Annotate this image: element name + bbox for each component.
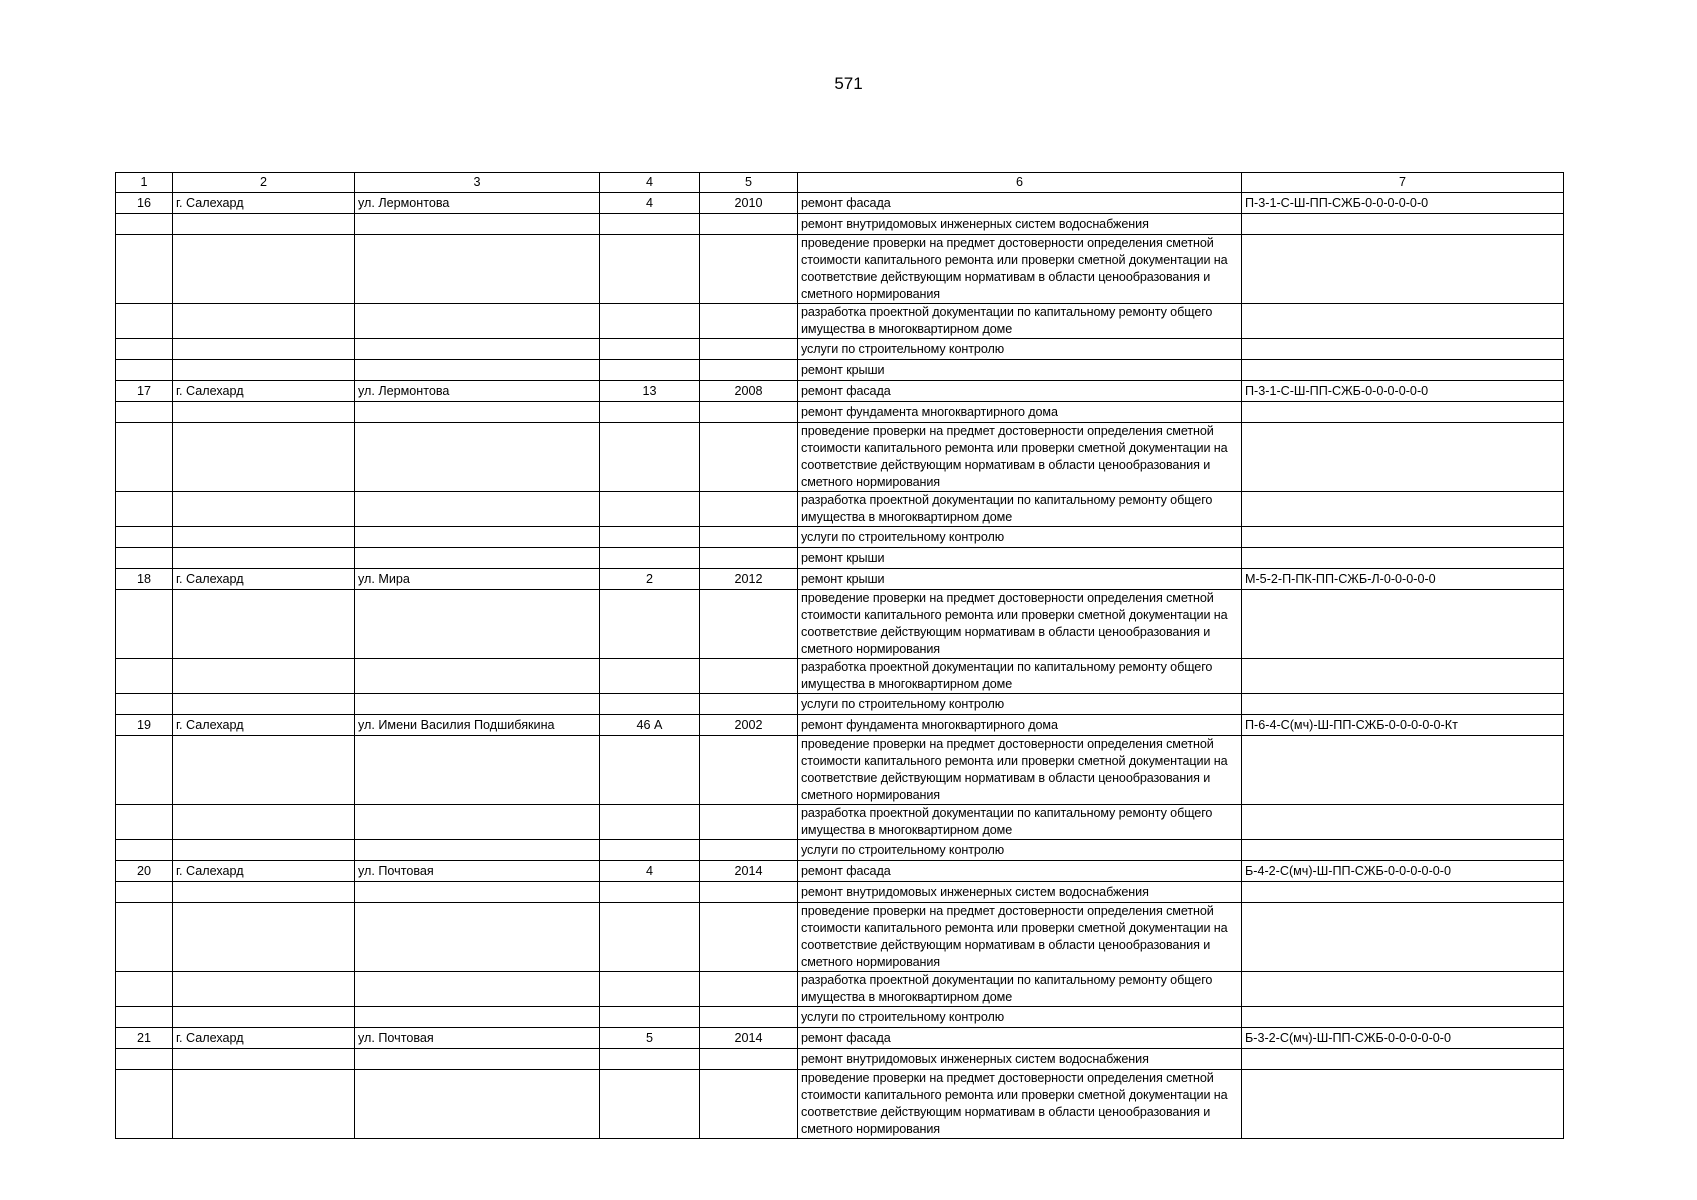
column-header: 7 <box>1242 173 1564 193</box>
table-row <box>116 492 1564 527</box>
table-row <box>116 235 1564 304</box>
column-header: 4 <box>600 173 700 193</box>
page-number: 571 <box>834 74 863 93</box>
work-type-cell: услуги по строительному контролю <box>798 694 1242 715</box>
year-cell <box>700 736 798 805</box>
building-code-cell <box>1242 214 1564 235</box>
year-cell <box>700 882 798 903</box>
building-code-cell: П-6-4-С(мч)-Ш-ПП-СЖБ-0-0-0-0-0-Кт <box>1242 715 1564 736</box>
street-cell <box>355 972 600 1007</box>
table-row <box>116 861 1564 882</box>
city-cell <box>173 527 355 548</box>
work-type-cell: ремонт фасада <box>798 381 1242 402</box>
work-type-cell: ремонт внутридомовых инженерных систем водоснабжения <box>798 882 1242 903</box>
table-row <box>116 339 1564 360</box>
table-row <box>116 1070 1564 1139</box>
table-row <box>116 694 1564 715</box>
building-code-cell <box>1242 1007 1564 1028</box>
city-cell <box>173 694 355 715</box>
work-type-cell: ремонт внутридомовых инженерных систем водоснабжения <box>798 214 1242 235</box>
house-number-cell <box>600 1070 700 1139</box>
building-code-cell <box>1242 972 1564 1007</box>
year-cell <box>700 423 798 492</box>
city-cell <box>173 304 355 339</box>
city-cell <box>173 972 355 1007</box>
table-row <box>116 304 1564 339</box>
city-cell <box>173 805 355 840</box>
street-cell <box>355 736 600 805</box>
building-code-cell: Б-4-2-С(мч)-Ш-ПП-СЖБ-0-0-0-0-0-0 <box>1242 861 1564 882</box>
year-cell: 2008 <box>700 381 798 402</box>
table-row <box>116 527 1564 548</box>
city-cell <box>173 402 355 423</box>
city-cell: г. Салехард <box>173 715 355 736</box>
row-number-cell <box>116 527 173 548</box>
year-cell <box>700 972 798 1007</box>
table-row <box>116 569 1564 590</box>
work-type-cell: разработка проектной документации по капитальному ремонту общего имущества в многоквартирном доме <box>798 659 1242 694</box>
house-number-cell <box>600 694 700 715</box>
city-cell <box>173 492 355 527</box>
city-cell <box>173 339 355 360</box>
column-header: 2 <box>173 173 355 193</box>
work-type-cell: разработка проектной документации по капитальному ремонту общего имущества в многоквартирном доме <box>798 805 1242 840</box>
street-cell <box>355 339 600 360</box>
table-row <box>116 736 1564 805</box>
work-type-cell: ремонт фундамента многоквартирного дома <box>798 402 1242 423</box>
house-number-cell <box>600 659 700 694</box>
table-row <box>116 805 1564 840</box>
building-code-cell <box>1242 903 1564 972</box>
city-cell <box>173 903 355 972</box>
year-cell: 2014 <box>700 1028 798 1049</box>
street-cell <box>355 214 600 235</box>
house-number-cell: 4 <box>600 861 700 882</box>
building-code-cell <box>1242 694 1564 715</box>
house-number-cell <box>600 360 700 381</box>
table-row <box>116 659 1564 694</box>
year-cell <box>700 402 798 423</box>
city-cell <box>173 360 355 381</box>
work-type-cell: ремонт фасада <box>798 193 1242 214</box>
row-number-cell <box>116 736 173 805</box>
house-number-cell: 13 <box>600 381 700 402</box>
building-code-cell <box>1242 360 1564 381</box>
city-cell <box>173 423 355 492</box>
table-row <box>116 840 1564 861</box>
work-type-cell: разработка проектной документации по капитальному ремонту общего имущества в многоквартирном доме <box>798 972 1242 1007</box>
row-number-cell <box>116 339 173 360</box>
street-cell <box>355 304 600 339</box>
building-code-cell <box>1242 339 1564 360</box>
city-cell <box>173 659 355 694</box>
building-code-cell <box>1242 1070 1564 1139</box>
building-code-cell <box>1242 805 1564 840</box>
house-number-cell <box>600 590 700 659</box>
city-cell <box>173 590 355 659</box>
building-code-cell <box>1242 882 1564 903</box>
building-code-cell <box>1242 1049 1564 1070</box>
row-number-cell <box>116 492 173 527</box>
year-cell <box>700 548 798 569</box>
city-cell <box>173 1007 355 1028</box>
street-cell <box>355 360 600 381</box>
city-cell: г. Салехард <box>173 1028 355 1049</box>
work-type-cell: услуги по строительному контролю <box>798 840 1242 861</box>
street-cell <box>355 840 600 861</box>
building-code-cell: Б-3-2-С(мч)-Ш-ПП-СЖБ-0-0-0-0-0-0 <box>1242 1028 1564 1049</box>
year-cell <box>700 805 798 840</box>
city-cell <box>173 214 355 235</box>
building-code-cell <box>1242 402 1564 423</box>
house-number-cell <box>600 548 700 569</box>
work-type-cell: разработка проектной документации по капитальному ремонту общего имущества в многоквартирном доме <box>798 492 1242 527</box>
column-header: 5 <box>700 173 798 193</box>
street-cell: ул. Имени Василия Подшибякина <box>355 715 600 736</box>
row-number-cell <box>116 360 173 381</box>
work-type-cell: ремонт внутридомовых инженерных систем водоснабжения <box>798 1049 1242 1070</box>
year-cell <box>700 1070 798 1139</box>
house-number-cell <box>600 214 700 235</box>
table-row <box>116 214 1564 235</box>
street-cell <box>355 1007 600 1028</box>
table-row <box>116 193 1564 214</box>
row-number-cell <box>116 590 173 659</box>
house-number-cell <box>600 492 700 527</box>
row-number-cell: 17 <box>116 381 173 402</box>
works-table <box>115 172 1564 1139</box>
row-number-cell <box>116 972 173 1007</box>
row-number-cell <box>116 548 173 569</box>
year-cell <box>700 304 798 339</box>
work-type-cell: ремонт фундамента многоквартирного дома <box>798 715 1242 736</box>
house-number-cell: 5 <box>600 1028 700 1049</box>
table-row <box>116 548 1564 569</box>
year-cell <box>700 659 798 694</box>
city-cell <box>173 1049 355 1070</box>
table-row <box>116 423 1564 492</box>
street-cell <box>355 1070 600 1139</box>
street-cell: ул. Почтовая <box>355 861 600 882</box>
work-type-cell: ремонт фасада <box>798 1028 1242 1049</box>
row-number-cell <box>116 659 173 694</box>
house-number-cell <box>600 339 700 360</box>
work-type-cell: ремонт крыши <box>798 569 1242 590</box>
street-cell: ул. Лермонтова <box>355 193 600 214</box>
street-cell <box>355 882 600 903</box>
street-cell <box>355 805 600 840</box>
house-number-cell <box>600 304 700 339</box>
city-cell: г. Салехард <box>173 381 355 402</box>
building-code-cell <box>1242 736 1564 805</box>
house-number-cell: 46 А <box>600 715 700 736</box>
street-cell <box>355 402 600 423</box>
year-cell <box>700 590 798 659</box>
row-number-cell: 19 <box>116 715 173 736</box>
year-cell <box>700 1049 798 1070</box>
street-cell: ул. Мира <box>355 569 600 590</box>
street-cell <box>355 659 600 694</box>
row-number-cell <box>116 402 173 423</box>
street-cell <box>355 423 600 492</box>
year-cell <box>700 492 798 527</box>
year-cell <box>700 360 798 381</box>
building-code-cell <box>1242 527 1564 548</box>
city-cell <box>173 1070 355 1139</box>
year-cell <box>700 1007 798 1028</box>
year-cell <box>700 339 798 360</box>
row-number-cell <box>116 423 173 492</box>
column-header: 3 <box>355 173 600 193</box>
row-number-cell: 21 <box>116 1028 173 1049</box>
building-code-cell: П-3-1-С-Ш-ПП-СЖБ-0-0-0-0-0-0 <box>1242 193 1564 214</box>
table-row <box>116 1028 1564 1049</box>
table-row <box>116 590 1564 659</box>
city-cell <box>173 548 355 569</box>
column-header: 6 <box>798 173 1242 193</box>
row-number-cell <box>116 1070 173 1139</box>
street-cell <box>355 590 600 659</box>
building-code-cell <box>1242 659 1564 694</box>
house-number-cell <box>600 805 700 840</box>
row-number-cell <box>116 235 173 304</box>
city-cell <box>173 840 355 861</box>
house-number-cell <box>600 903 700 972</box>
table-row <box>116 1007 1564 1028</box>
city-cell <box>173 235 355 304</box>
street-cell: ул. Почтовая <box>355 1028 600 1049</box>
house-number-cell: 4 <box>600 193 700 214</box>
building-code-cell <box>1242 492 1564 527</box>
street-cell <box>355 1049 600 1070</box>
street-cell <box>355 903 600 972</box>
house-number-cell <box>600 882 700 903</box>
row-number-cell <box>116 903 173 972</box>
work-type-cell: услуги по строительному контролю <box>798 1007 1242 1028</box>
building-code-cell <box>1242 840 1564 861</box>
work-type-cell: проведение проверки на предмет достоверности определения сметной стоимости капитального ремонта или проверки сметной документации на соответствие действующим нормативам в области ценообразования и сметного нормирования <box>798 235 1242 304</box>
work-type-cell: проведение проверки на предмет достоверности определения сметной стоимости капитального ремонта или проверки сметной документации на соответствие действующим нормативам в области ценообразования и сметного нормирования <box>798 736 1242 805</box>
row-number-cell <box>116 882 173 903</box>
house-number-cell <box>600 972 700 1007</box>
street-cell <box>355 694 600 715</box>
year-cell <box>700 694 798 715</box>
street-cell <box>355 548 600 569</box>
work-type-cell: проведение проверки на предмет достоверности определения сметной стоимости капитального ремонта или проверки сметной документации на соответствие действующим нормативам в области ценообразования и сметного нормирования <box>798 903 1242 972</box>
table-row <box>116 1049 1564 1070</box>
row-number-cell <box>116 840 173 861</box>
row-number-cell <box>116 1007 173 1028</box>
year-cell: 2012 <box>700 569 798 590</box>
year-cell: 2010 <box>700 193 798 214</box>
year-cell <box>700 527 798 548</box>
house-number-cell <box>600 423 700 492</box>
row-number-cell <box>116 304 173 339</box>
work-type-cell: проведение проверки на предмет достоверности определения сметной стоимости капитального ремонта или проверки сметной документации на соответствие действующим нормативам в области ценообразования и сметного нормирования <box>798 423 1242 492</box>
year-cell <box>700 235 798 304</box>
house-number-cell <box>600 1007 700 1028</box>
house-number-cell <box>600 235 700 304</box>
year-cell <box>700 903 798 972</box>
work-type-cell: проведение проверки на предмет достоверности определения сметной стоимости капитального ремонта или проверки сметной документации на соответствие действующим нормативам в области ценообразования и сметного нормирования <box>798 590 1242 659</box>
street-cell <box>355 492 600 527</box>
house-number-cell <box>600 1049 700 1070</box>
building-code-cell <box>1242 590 1564 659</box>
work-type-cell: ремонт фасада <box>798 861 1242 882</box>
building-code-cell <box>1242 548 1564 569</box>
table-row <box>116 402 1564 423</box>
table-header-row <box>116 173 1564 193</box>
house-number-cell <box>600 840 700 861</box>
row-number-cell: 18 <box>116 569 173 590</box>
column-header: 1 <box>116 173 173 193</box>
work-type-cell: услуги по строительному контролю <box>798 339 1242 360</box>
street-cell: ул. Лермонтова <box>355 381 600 402</box>
row-number-cell <box>116 214 173 235</box>
city-cell <box>173 882 355 903</box>
year-cell: 2002 <box>700 715 798 736</box>
house-number-cell <box>600 527 700 548</box>
city-cell: г. Салехард <box>173 569 355 590</box>
work-type-cell: услуги по строительному контролю <box>798 527 1242 548</box>
building-code-cell: М-5-2-П-ПК-ПП-СЖБ-Л-0-0-0-0-0 <box>1242 569 1564 590</box>
city-cell <box>173 736 355 805</box>
row-number-cell <box>116 694 173 715</box>
city-cell: г. Салехард <box>173 861 355 882</box>
row-number-cell: 16 <box>116 193 173 214</box>
table-row <box>116 972 1564 1007</box>
work-type-cell: ремонт крыши <box>798 360 1242 381</box>
building-code-cell: П-3-1-С-Ш-ПП-СЖБ-0-0-0-0-0-0 <box>1242 381 1564 402</box>
work-type-cell: проведение проверки на предмет достоверности определения сметной стоимости капитального ремонта или проверки сметной документации на соответствие действующим нормативам в области ценообразования и сметного нормирования <box>798 1070 1242 1139</box>
house-number-cell: 2 <box>600 569 700 590</box>
building-code-cell <box>1242 235 1564 304</box>
table-row <box>116 715 1564 736</box>
work-type-cell: разработка проектной документации по капитальному ремонту общего имущества в многоквартирном доме <box>798 304 1242 339</box>
street-cell <box>355 235 600 304</box>
house-number-cell <box>600 402 700 423</box>
table-row <box>116 360 1564 381</box>
row-number-cell: 20 <box>116 861 173 882</box>
house-number-cell <box>600 736 700 805</box>
building-code-cell <box>1242 304 1564 339</box>
table-row <box>116 903 1564 972</box>
table-row <box>116 381 1564 402</box>
year-cell: 2014 <box>700 861 798 882</box>
year-cell <box>700 214 798 235</box>
building-code-cell <box>1242 423 1564 492</box>
street-cell <box>355 527 600 548</box>
work-type-cell: ремонт крыши <box>798 548 1242 569</box>
row-number-cell <box>116 1049 173 1070</box>
year-cell <box>700 840 798 861</box>
row-number-cell <box>116 805 173 840</box>
city-cell: г. Салехард <box>173 193 355 214</box>
table-row <box>116 882 1564 903</box>
